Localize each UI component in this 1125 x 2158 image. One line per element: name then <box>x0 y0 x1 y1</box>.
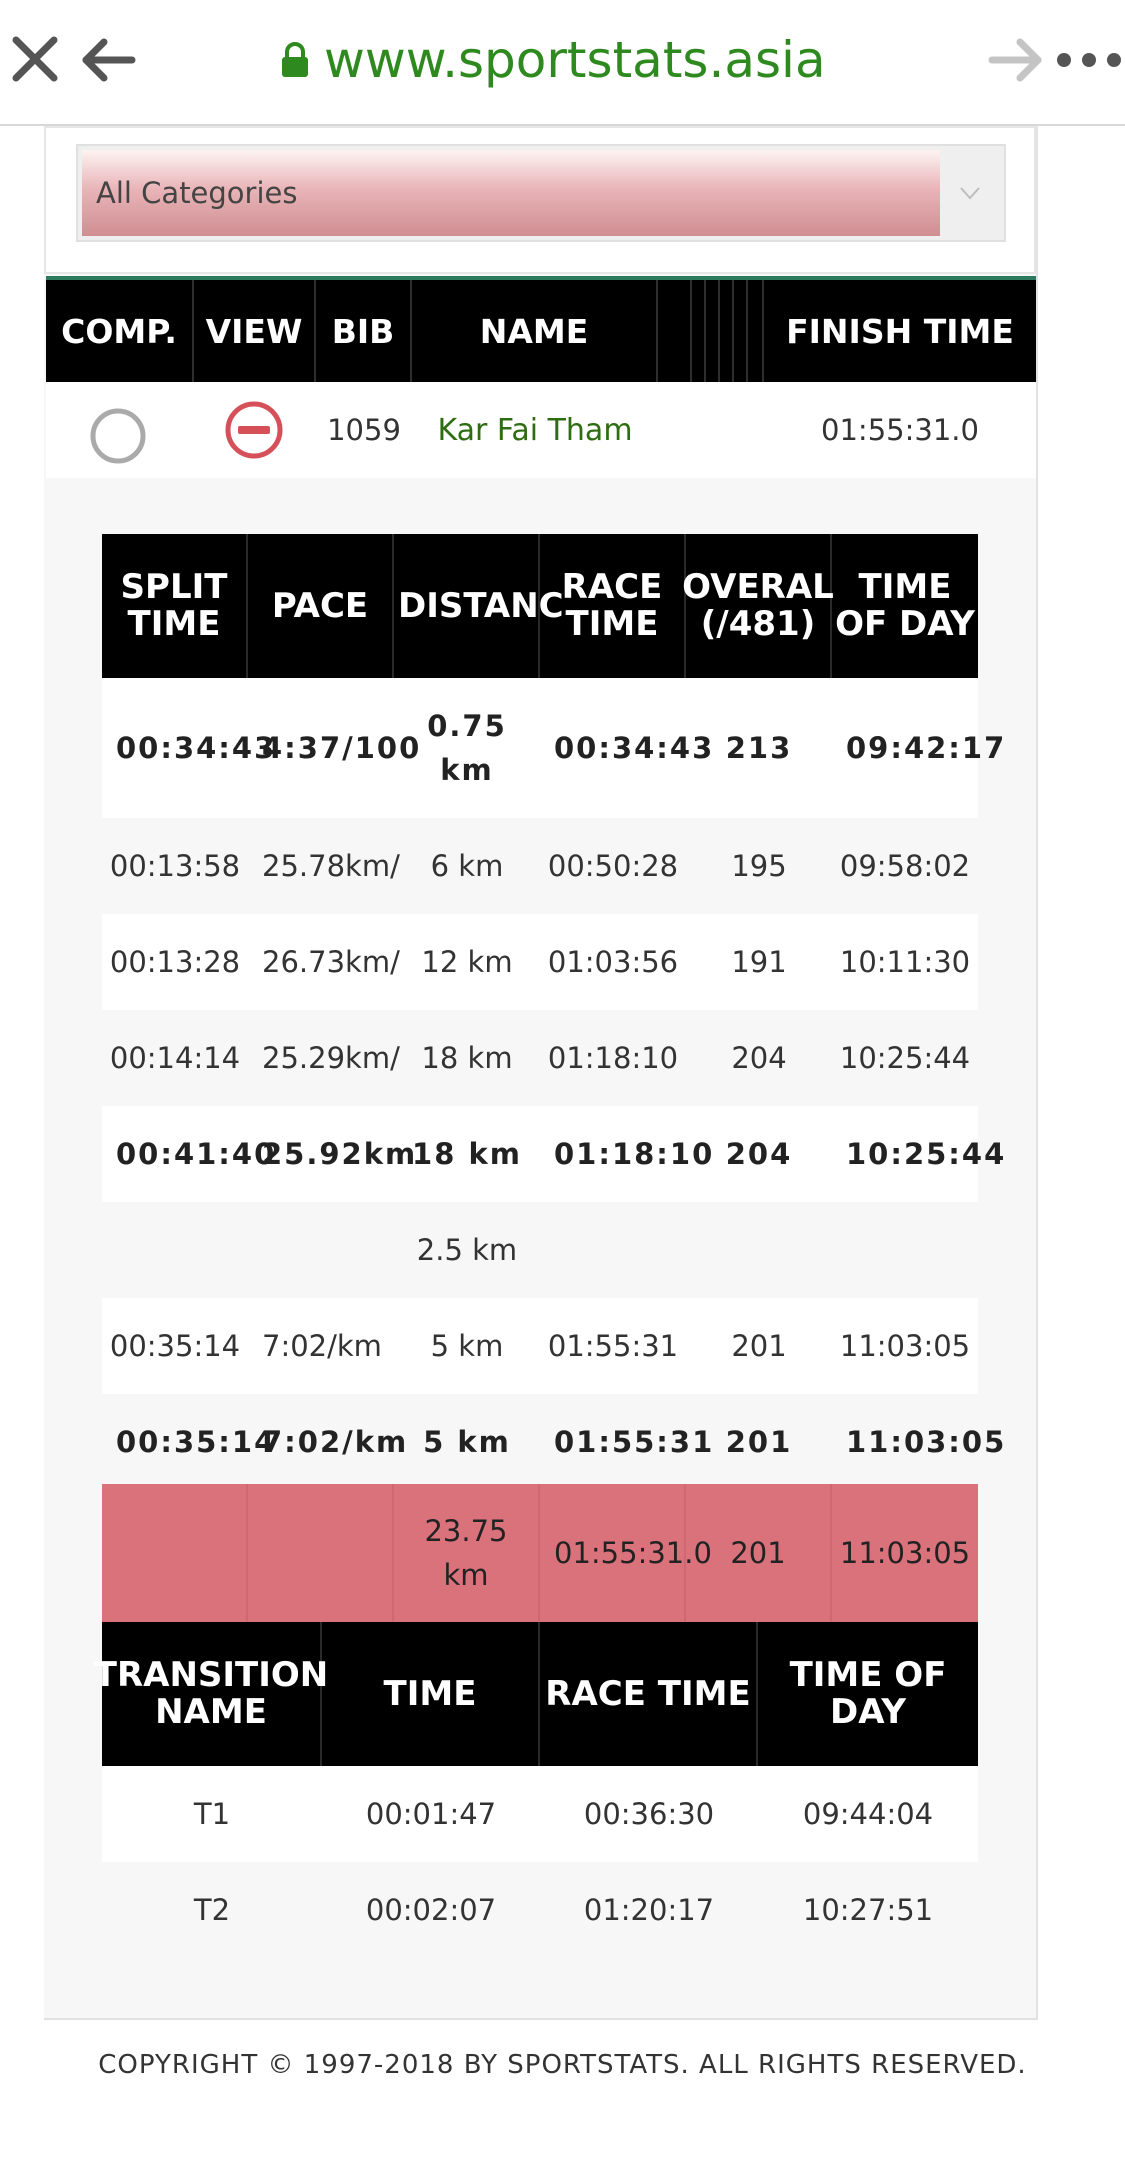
split-row <box>102 914 978 1010</box>
transition-race-time: 01:20:17 <box>583 1893 715 1927</box>
split-row <box>102 1106 1007 1202</box>
more-icon[interactable] <box>1056 52 1122 68</box>
copyright-text: COPYRIGHT © 1997-2018 BY SPORTSTATS. ALL RIGHTS RESERVED. <box>98 2050 1027 2080</box>
transitions-table-header <box>93 1622 978 1766</box>
split-overall: 204 <box>725 1137 793 1171</box>
split-overall: 204 <box>731 1041 787 1075</box>
split-distance: 5 km <box>430 1329 504 1363</box>
split-time: 00:41:40 <box>116 1137 277 1171</box>
header-spacer <box>692 280 706 382</box>
split-row <box>102 1298 978 1394</box>
split-race-time <box>540 1202 686 1298</box>
split-pace: 7:02/km <box>262 1329 382 1363</box>
split-pace: 25.92km <box>262 1137 418 1171</box>
split-time: 00:34:43 <box>116 731 277 765</box>
split-time-of-day: 09:58:02 <box>839 849 971 883</box>
header-spacer <box>658 280 692 382</box>
split-overall: 195 <box>731 849 787 883</box>
split-total-row <box>102 1484 978 1622</box>
split-distance: 18 km <box>412 1137 522 1171</box>
forward-arrow-icon[interactable] <box>988 38 1044 82</box>
split-time <box>102 1202 248 1298</box>
split-pace: 25.29km/ <box>262 1041 400 1075</box>
split-time: 00:13:28 <box>109 945 241 979</box>
split-row <box>102 1202 978 1298</box>
header-finish-time: FINISH TIME <box>786 311 1014 351</box>
split-row <box>102 678 1007 818</box>
header-spacer <box>748 280 764 382</box>
split-overall <box>686 1202 832 1298</box>
split-race-time: 01:55:31 <box>547 1329 679 1363</box>
header-transition-time: TIME <box>322 1622 540 1766</box>
split-row <box>102 1394 1007 1490</box>
transition-time-of-day: 09:44:04 <box>802 1797 934 1831</box>
split-pace: 4:37/100 <box>262 731 422 765</box>
split-distance: 2.5 km <box>416 1233 518 1267</box>
chevron-down-icon[interactable] <box>940 150 1000 236</box>
split-race-time: 01:55:31.0 <box>540 1484 686 1622</box>
split-race-time: 01:55:31 <box>554 1425 715 1459</box>
header-pace: PACE <box>248 534 394 678</box>
address-bar[interactable] <box>280 28 826 92</box>
split-time <box>102 1484 248 1622</box>
finish-time: 01:55:31.0 <box>821 413 979 447</box>
browser-toolbar <box>0 0 1125 126</box>
split-distance: 23.75 km <box>394 1484 540 1622</box>
transition-race-time: 00:36:30 <box>583 1797 715 1831</box>
transition-time: 00:01:47 <box>365 1797 497 1831</box>
header-view: VIEW <box>194 280 316 382</box>
header-comp: COMP. <box>46 280 194 382</box>
transition-name: T1 <box>193 1797 231 1831</box>
transition-time: 00:02:07 <box>365 1893 497 1927</box>
header-time-of-day: TIME OF DAY <box>835 567 975 644</box>
split-overall: 191 <box>731 945 787 979</box>
close-icon[interactable] <box>10 34 60 84</box>
header-race-time: RACE TIME <box>540 534 686 678</box>
split-distance: 0.75 km <box>427 709 507 787</box>
header-overall: OVERAL (/481) <box>686 534 832 678</box>
header-name: NAME <box>412 280 658 382</box>
athlete-name-link[interactable]: Kar Fai Tham <box>437 412 633 448</box>
transition-time-of-day: 10:27:51 <box>802 1893 934 1927</box>
split-distance: 6 km <box>430 849 504 883</box>
lock-icon <box>280 41 310 79</box>
header-transition-time-of-day: TIME OF DAY <box>789 1655 947 1732</box>
splits-table-header <box>102 534 978 678</box>
transition-name: T2 <box>193 1893 231 1927</box>
collapse-minus-icon[interactable] <box>224 400 284 460</box>
header-transition-name: TRANSITION NAME <box>102 1622 322 1766</box>
split-time-of-day: 11:03:05 <box>839 1329 971 1363</box>
split-overall: 201 <box>731 1329 787 1363</box>
split-time-of-day <box>832 1202 978 1298</box>
split-race-time: 00:50:28 <box>547 849 679 883</box>
split-row <box>102 1010 978 1106</box>
split-time: 00:13:58 <box>109 849 241 883</box>
split-time-of-day: 11:03:05 <box>839 1536 971 1570</box>
url-text: www.sportstats.asia <box>324 31 826 89</box>
compare-radio[interactable] <box>90 408 146 464</box>
split-time-of-day: 10:11:30 <box>839 945 971 979</box>
split-race-time: 01:18:10 <box>547 1041 679 1075</box>
split-distance: 18 km <box>421 1041 513 1075</box>
split-time: 00:35:14 <box>116 1425 277 1459</box>
split-race-time: 00:34:43 <box>554 731 715 765</box>
category-select-value[interactable]: All Categories <box>82 150 940 236</box>
split-time-of-day: 10:25:44 <box>846 1137 1007 1171</box>
split-race-time: 01:18:10 <box>554 1137 715 1171</box>
split-overall: 201 <box>686 1484 832 1622</box>
split-time: 00:35:14 <box>109 1329 241 1363</box>
split-time: 00:14:14 <box>109 1041 241 1075</box>
split-pace: 26.73km/ <box>262 945 400 979</box>
header-distance: DISTANC <box>394 534 540 678</box>
header-spacer <box>706 280 720 382</box>
split-time-of-day: 09:42:17 <box>846 731 1007 765</box>
header-spacer <box>734 280 748 382</box>
split-time-of-day: 10:25:44 <box>839 1041 971 1075</box>
split-distance: 5 km <box>423 1425 511 1459</box>
split-pace <box>248 1202 394 1298</box>
header-spacer <box>720 280 734 382</box>
back-arrow-icon[interactable] <box>80 38 136 82</box>
split-race-time: 01:03:56 <box>547 945 679 979</box>
split-row <box>102 818 978 914</box>
header-split-time: SPLIT TIME <box>102 534 248 678</box>
split-overall: 201 <box>725 1425 793 1459</box>
split-distance: 12 km <box>421 945 513 979</box>
transition-row <box>102 1862 978 1958</box>
transition-row <box>102 1766 978 1862</box>
header-transition-race-time: RACE TIME <box>540 1622 758 1766</box>
results-table-header <box>46 276 1036 382</box>
split-pace: 7:02/km <box>262 1425 409 1459</box>
split-pace <box>248 1484 394 1622</box>
split-pace: 25.78km/ <box>262 849 400 883</box>
split-time-of-day: 11:03:05 <box>846 1425 1007 1459</box>
split-overall: 213 <box>725 731 793 765</box>
bib-number: 1059 <box>327 413 401 447</box>
header-bib: BIB <box>316 280 412 382</box>
